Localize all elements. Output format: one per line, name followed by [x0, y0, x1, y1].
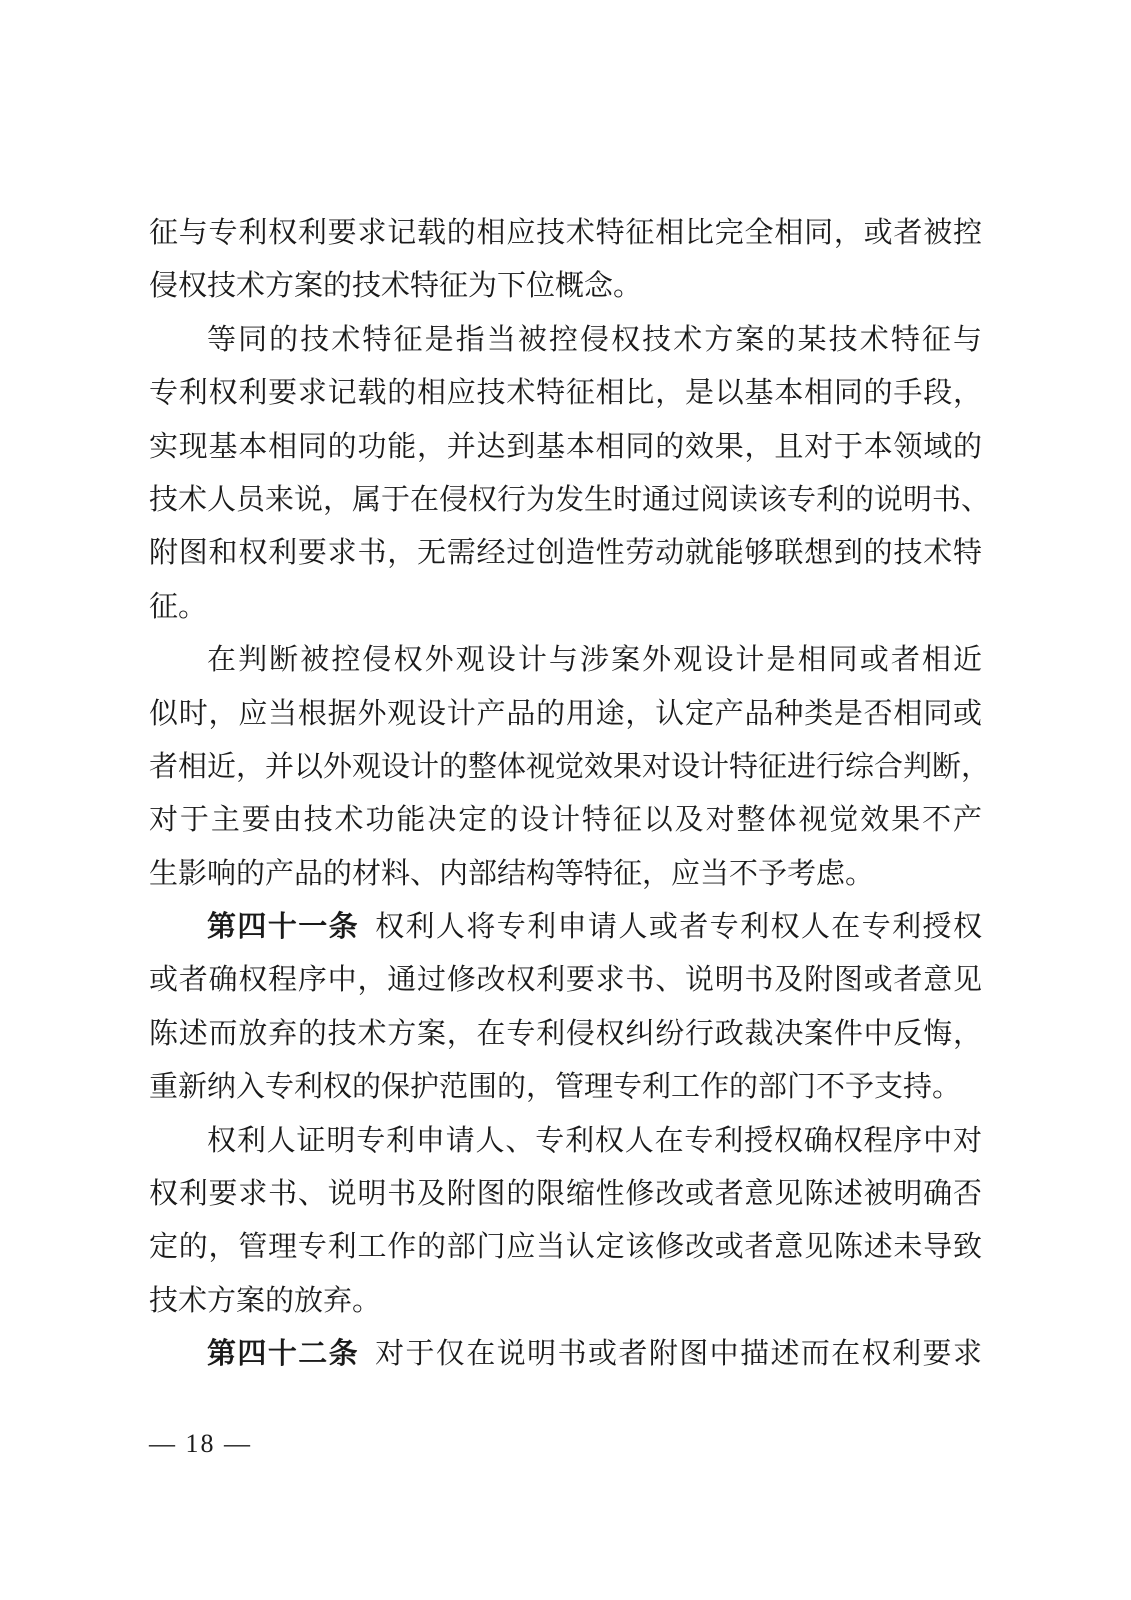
text-line: 者相近，并以外观设计的整体视觉效果对设计特征进行综合判断，	[149, 748, 991, 783]
text-line: 在判断被控侵权外观设计与涉案外观设计是相同或者相近	[207, 642, 982, 677]
paragraph	[149, 206, 982, 313]
text-line	[149, 1327, 982, 1380]
paragraph	[149, 1114, 982, 1328]
article-heading: 第四十一条	[207, 909, 360, 944]
text-line: 陈述而放弃的技术方案，在专利侵权纠纷行政裁决案件中反悔，	[149, 1015, 982, 1050]
text-line: 附图和权利要求书，无需经过创造性劳动就能够联想到的技术特	[149, 535, 982, 570]
text-line: 技术方案的放弃。	[149, 1282, 382, 1317]
article-text: 权利人将专利申请人或者专利权人在专利授权	[375, 909, 982, 944]
text-line: 生影响的产品的材料、内部结构等特征，应当不予考虑。	[149, 855, 875, 890]
text-line: 权利人证明专利申请人、专利权人在专利授权确权程序中对	[207, 1122, 982, 1157]
article-heading: 第四十二条	[207, 1336, 360, 1371]
paragraph	[149, 313, 991, 633]
page-number: — 18 —	[149, 1429, 252, 1458]
text-line: 重新纳入专利权的保护范围的，管理专利工作的部门不予支持。	[149, 1069, 962, 1104]
text-line: 征与专利权利要求记载的相应技术特征相比完全相同，或者被控	[149, 215, 982, 249]
text-line: 权利要求书、说明书及附图的限缩性修改或者意见陈述被明确否	[149, 1176, 982, 1211]
paragraph	[149, 633, 991, 900]
text-line: 侵权技术方案的技术特征为下位概念。	[149, 268, 643, 303]
document-body	[149, 206, 991, 1381]
text-line	[149, 900, 982, 953]
article-paragraph	[149, 900, 982, 1114]
text-line: 技术人员来说，属于在侵权行为发生时通过阅读该专利的说明书、	[149, 481, 991, 516]
text-line: 定的，管理专利工作的部门应当认定该修改或者意见陈述未导致	[149, 1229, 982, 1264]
text-line: 实现基本相同的功能，并达到基本相同的效果，且对于本领域的	[149, 428, 982, 463]
text-line: 征。	[149, 588, 208, 623]
article-text: 对于仅在说明书或者附图中描述而在权利要求	[375, 1336, 982, 1371]
text-line: 似时，应当根据外观设计产品的用途，认定产品种类是否相同或	[149, 695, 982, 730]
text-line: 对于主要由技术功能决定的设计特征以及对整体视觉效果不产	[149, 802, 982, 837]
text-line: 专利权利要求记载的相应技术特征相比，是以基本相同的手段，	[149, 375, 982, 410]
text-line: 或者确权程序中，通过修改权利要求书、说明书及附图或者意见	[149, 962, 982, 997]
article-paragraph	[149, 1327, 982, 1380]
text-line: 等同的技术特征是指当被控侵权技术方案的某技术特征与	[207, 321, 982, 356]
